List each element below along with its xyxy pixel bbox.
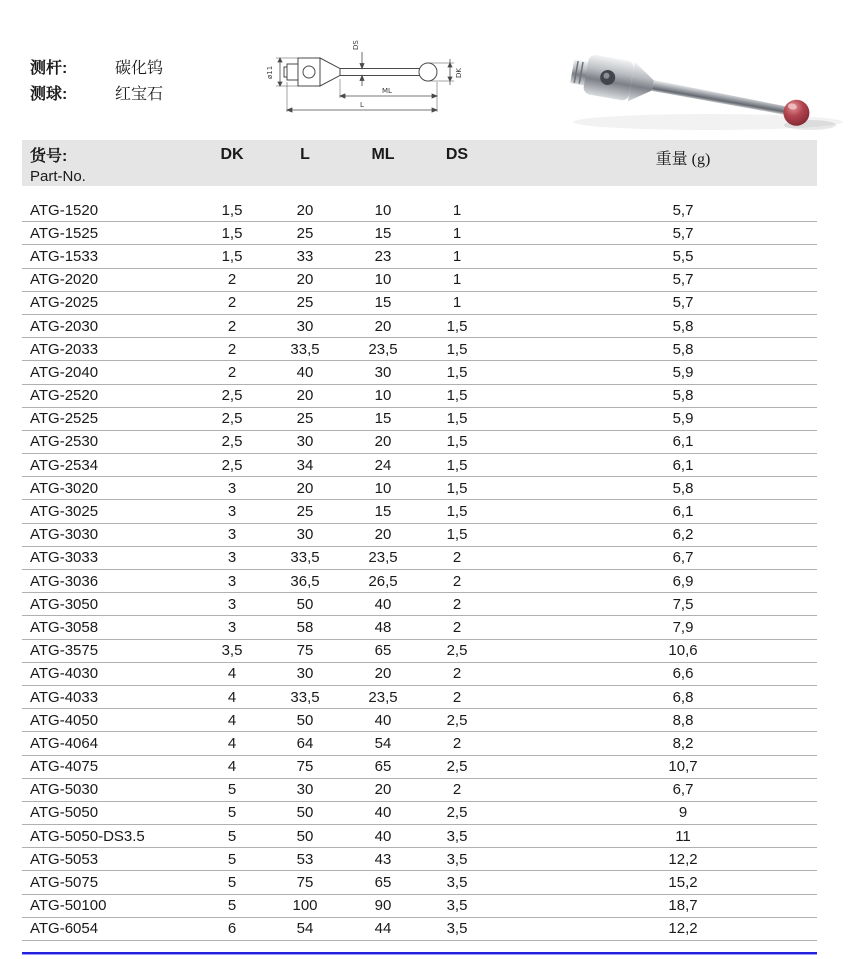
dk-cell: 5 (227, 781, 237, 799)
shaft-value: 碳化钨 (115, 60, 164, 77)
ml-cell: 30 (374, 363, 392, 381)
table-row (22, 686, 817, 709)
table-row (22, 199, 817, 222)
ds-cell: 2,5 (446, 711, 468, 729)
part-no-cell: ATG-3033 (30, 549, 99, 567)
l-cell: 33,5 (290, 549, 320, 567)
ds-cell: 3,5 (446, 920, 468, 938)
table-row (22, 547, 817, 570)
ds-cell: 2 (452, 781, 462, 799)
weight-cell: 5,7 (672, 294, 694, 312)
ds-cell: 1,5 (446, 479, 468, 497)
l-cell: 25 (296, 294, 314, 312)
ds-cell: 1 (452, 201, 462, 219)
column-header-l: L (300, 146, 310, 163)
ds-cell: 2 (452, 665, 462, 683)
part-no-cell: ATG-2020 (30, 271, 99, 289)
ds-cell: 1 (452, 294, 462, 312)
part-no-cell: ATG-50100 (30, 897, 107, 915)
ds-cell: 1 (452, 271, 462, 289)
ml-cell: 20 (374, 781, 392, 799)
ml-cell: 20 (374, 317, 392, 335)
l-cell: 30 (296, 665, 314, 683)
part-no-cell: ATG-2520 (30, 387, 99, 405)
dk-cell: 5 (227, 827, 237, 845)
l-cell: 50 (296, 595, 314, 613)
l-cell: 30 (296, 526, 314, 544)
part-no-cell: ATG-2030 (30, 317, 99, 335)
dim-l-label: L (360, 101, 364, 109)
table-row (22, 640, 817, 663)
l-cell: 33 (296, 247, 314, 265)
weight-cell: 6,6 (672, 665, 694, 683)
table-row (22, 292, 817, 315)
ml-cell: 40 (374, 711, 392, 729)
table-row (22, 477, 817, 500)
l-cell: 50 (296, 827, 314, 845)
spec-row-ball (30, 82, 163, 108)
part-no-cell: ATG-2525 (30, 410, 99, 428)
column-header-dk: DK (220, 146, 244, 163)
l-cell: 30 (296, 317, 314, 335)
table-row (22, 315, 817, 338)
part-no-cell: ATG-2530 (30, 433, 99, 451)
bottom-divider-rule (22, 951, 817, 955)
dk-cell: 2,5 (221, 456, 243, 474)
dim-ds-label: DS (352, 40, 360, 50)
dk-cell: 3 (227, 503, 237, 521)
ml-cell: 20 (374, 433, 392, 451)
table-row (22, 593, 817, 616)
ds-cell: 2 (452, 549, 462, 567)
dk-cell: 2,5 (221, 410, 243, 428)
ml-cell: 40 (374, 595, 392, 613)
ds-cell: 3,5 (446, 897, 468, 915)
table-row (22, 431, 817, 454)
ml-cell: 15 (374, 410, 392, 428)
part-no-cell: ATG-5030 (30, 781, 99, 799)
table-row (22, 570, 817, 593)
weight-cell: 6,1 (672, 433, 694, 451)
table-row (22, 245, 817, 268)
weight-cell: 10,7 (668, 758, 698, 776)
ml-cell: 23,5 (368, 549, 398, 567)
ds-cell: 1,5 (446, 317, 468, 335)
ml-cell: 54 (374, 734, 392, 752)
dk-cell: 1,5 (221, 247, 243, 265)
ds-cell: 1,5 (446, 410, 468, 428)
part-no-cell: ATG-3036 (30, 572, 99, 590)
weight-cell: 5,8 (672, 387, 694, 405)
ml-cell: 23,5 (368, 340, 398, 358)
dk-cell: 5 (227, 874, 237, 892)
ds-cell: 1,5 (446, 456, 468, 474)
ds-cell: 2,5 (446, 804, 468, 822)
dk-cell: 6 (227, 920, 237, 938)
ds-cell: 2 (452, 618, 462, 636)
ds-cell: 2 (452, 595, 462, 613)
l-cell: 75 (296, 758, 314, 776)
weight-cell: 7,9 (672, 618, 694, 636)
ml-cell: 15 (374, 224, 392, 242)
part-no-cell: ATG-1533 (30, 247, 99, 265)
ds-cell: 2 (452, 734, 462, 752)
weight-cell: 6,7 (672, 549, 694, 567)
ml-cell: 15 (374, 294, 392, 312)
dk-cell: 3,5 (221, 642, 243, 660)
ml-cell: 90 (374, 897, 392, 915)
weight-cell: 6,9 (672, 572, 694, 590)
weight-cell: 5,7 (672, 224, 694, 242)
ds-cell: 1,5 (446, 387, 468, 405)
column-header-weight: 重量 (g) (655, 151, 711, 168)
part-no-cell: ATG-3050 (30, 595, 99, 613)
table-row (22, 802, 817, 825)
table-row (22, 616, 817, 639)
table-header (22, 140, 817, 186)
part-no-cell: ATG-3020 (30, 479, 99, 497)
l-cell: 50 (296, 711, 314, 729)
part-no-zh-label: 货号: (30, 148, 68, 165)
dim-holder-dia-label: ø11 (266, 65, 274, 79)
table-row (22, 361, 817, 384)
weight-cell: 5,9 (672, 363, 694, 381)
ml-cell: 40 (374, 827, 392, 845)
weight-cell: 12,2 (668, 920, 698, 938)
table-row (22, 871, 817, 894)
ds-cell: 2,5 (446, 642, 468, 660)
weight-cell: 11 (675, 827, 691, 845)
dk-cell: 2 (227, 317, 237, 335)
l-cell: 75 (296, 874, 314, 892)
l-cell: 33,5 (290, 688, 320, 706)
part-no-cell: ATG-1520 (30, 201, 99, 219)
dim-ml-label: ML (382, 87, 392, 95)
dk-cell: 3 (227, 618, 237, 636)
column-header-ml: ML (371, 146, 395, 163)
l-cell: 58 (296, 618, 314, 636)
ds-cell: 1,5 (446, 433, 468, 451)
dk-cell: 3 (227, 479, 237, 497)
ml-cell: 44 (374, 920, 392, 938)
ml-cell: 10 (374, 271, 392, 289)
ds-cell: 2 (452, 572, 462, 590)
part-no-cell: ATG-2025 (30, 294, 99, 312)
dk-cell: 3 (227, 549, 237, 567)
ml-cell: 20 (374, 665, 392, 683)
l-cell: 64 (296, 734, 314, 752)
weight-cell: 10,6 (668, 642, 698, 660)
dk-cell: 4 (227, 688, 237, 706)
ml-cell: 23,5 (368, 688, 398, 706)
table-row (22, 825, 817, 848)
ds-cell: 2 (452, 688, 462, 706)
dk-cell: 2 (227, 363, 237, 381)
ds-cell: 1,5 (446, 503, 468, 521)
part-no-cell: ATG-5075 (30, 874, 99, 892)
ml-cell: 65 (374, 642, 392, 660)
dk-cell: 5 (227, 850, 237, 868)
weight-cell: 6,2 (672, 526, 694, 544)
table-row (22, 709, 817, 732)
weight-cell: 5,8 (672, 340, 694, 358)
part-no-cell: ATG-1525 (30, 224, 99, 242)
column-header-ds: DS (445, 146, 469, 163)
weight-cell: 5,5 (672, 247, 694, 265)
l-cell: 20 (296, 479, 314, 497)
ds-cell: 3,5 (446, 850, 468, 868)
part-no-cell: ATG-6054 (30, 920, 99, 938)
table-row (22, 408, 817, 431)
table-row (22, 848, 817, 871)
ml-cell: 26,5 (368, 572, 398, 590)
ds-cell: 3,5 (446, 827, 468, 845)
ds-cell: 1 (452, 224, 462, 242)
ml-cell: 48 (374, 618, 392, 636)
weight-cell: 6,7 (672, 781, 694, 799)
part-no-cell: ATG-2040 (30, 363, 99, 381)
table-row (22, 222, 817, 245)
dk-cell: 3 (227, 572, 237, 590)
shaft-label: 测杆: (30, 60, 68, 77)
l-cell: 100 (292, 897, 318, 915)
weight-cell: 5,7 (672, 201, 694, 219)
weight-cell: 5,7 (672, 271, 694, 289)
stylus-photo (558, 26, 855, 136)
dk-cell: 5 (227, 804, 237, 822)
table-row (22, 895, 817, 918)
part-no-cell: ATG-3058 (30, 618, 99, 636)
ml-cell: 24 (374, 456, 392, 474)
l-cell: 20 (296, 271, 314, 289)
dk-cell: 4 (227, 665, 237, 683)
ds-cell: 1 (452, 247, 462, 265)
l-cell: 25 (296, 224, 314, 242)
l-cell: 25 (296, 410, 314, 428)
table-row (22, 385, 817, 408)
part-no-cell: ATG-4075 (30, 758, 99, 776)
dk-cell: 3 (227, 526, 237, 544)
part-no-cell: ATG-3575 (30, 642, 99, 660)
table-body (22, 199, 817, 941)
weight-cell: 6,1 (672, 503, 694, 521)
table-row (22, 500, 817, 523)
weight-cell: 18,7 (668, 897, 698, 915)
ds-cell: 1,5 (446, 363, 468, 381)
dk-cell: 2 (227, 294, 237, 312)
part-no-cell: ATG-4033 (30, 688, 99, 706)
table-row (22, 732, 817, 755)
ml-cell: 23 (374, 247, 392, 265)
ball-label: 测球: (30, 86, 68, 103)
weight-cell: 8,2 (672, 734, 694, 752)
dk-cell: 2,5 (221, 387, 243, 405)
spacer (486, 140, 549, 186)
weight-cell: 8,8 (672, 711, 694, 729)
l-cell: 50 (296, 804, 314, 822)
l-cell: 54 (296, 920, 314, 938)
table-row (22, 338, 817, 361)
l-cell: 30 (296, 433, 314, 451)
l-cell: 30 (296, 781, 314, 799)
l-cell: 20 (296, 201, 314, 219)
weight-cell: 5,8 (672, 479, 694, 497)
part-no-cell: ATG-5053 (30, 850, 99, 868)
ml-cell: 65 (374, 758, 392, 776)
ball-value: 红宝石 (115, 86, 164, 103)
l-cell: 75 (296, 642, 314, 660)
part-no-cell: ATG-2033 (30, 340, 99, 358)
l-cell: 40 (296, 363, 314, 381)
ml-cell: 10 (374, 201, 392, 219)
ml-cell: 20 (374, 526, 392, 544)
spec-row-shaft (30, 56, 163, 82)
weight-cell: 9 (678, 804, 688, 822)
part-no-cell: ATG-2534 (30, 456, 99, 474)
l-cell: 53 (296, 850, 314, 868)
ml-cell: 43 (374, 850, 392, 868)
part-no-cell: ATG-4064 (30, 734, 99, 752)
dk-cell: 2 (227, 271, 237, 289)
l-cell: 33,5 (290, 340, 320, 358)
ds-cell: 3,5 (446, 874, 468, 892)
dk-cell: 2 (227, 340, 237, 358)
dk-cell: 4 (227, 711, 237, 729)
ml-cell: 40 (374, 804, 392, 822)
ml-cell: 10 (374, 479, 392, 497)
table-row (22, 269, 817, 292)
table-row (22, 918, 817, 941)
ds-cell: 1,5 (446, 340, 468, 358)
table-row (22, 756, 817, 779)
dk-cell: 4 (227, 734, 237, 752)
weight-cell: 6,8 (672, 688, 694, 706)
weight-cell: 5,9 (672, 410, 694, 428)
part-no-cell: ATG-3030 (30, 526, 99, 544)
ml-cell: 65 (374, 874, 392, 892)
part-no-cell: ATG-4030 (30, 665, 99, 683)
ds-cell: 1,5 (446, 526, 468, 544)
column-header-part-no (22, 140, 192, 186)
weight-cell: 6,1 (672, 456, 694, 474)
weight-cell: 5,8 (672, 317, 694, 335)
dk-cell: 1,5 (221, 224, 243, 242)
l-cell: 34 (296, 456, 314, 474)
dk-cell: 3 (227, 595, 237, 613)
part-no-cell: ATG-4050 (30, 711, 99, 729)
part-no-cell: ATG-5050-DS3.5 (30, 827, 145, 845)
l-cell: 36,5 (290, 572, 320, 590)
ds-cell: 2,5 (446, 758, 468, 776)
part-no-cell: ATG-5050 (30, 804, 99, 822)
weight-cell: 12,2 (668, 850, 698, 868)
dk-cell: 5 (227, 897, 237, 915)
dk-cell: 4 (227, 758, 237, 776)
material-specs (30, 56, 163, 108)
l-cell: 20 (296, 387, 314, 405)
weight-cell: 7,5 (672, 595, 694, 613)
table-row (22, 663, 817, 686)
ml-cell: 10 (374, 387, 392, 405)
dk-cell: 1,5 (221, 201, 243, 219)
table-row (22, 454, 817, 477)
stylus-technical-drawing-icon (262, 34, 467, 124)
dim-dk-label: DK (455, 68, 463, 78)
ml-cell: 15 (374, 503, 392, 521)
part-no-en-label: Part-No. (30, 168, 86, 185)
weight-cell: 15,2 (668, 874, 698, 892)
part-no-cell: ATG-3025 (30, 503, 99, 521)
table-row (22, 524, 817, 547)
table-row (22, 779, 817, 802)
dk-cell: 2,5 (221, 433, 243, 451)
l-cell: 25 (296, 503, 314, 521)
